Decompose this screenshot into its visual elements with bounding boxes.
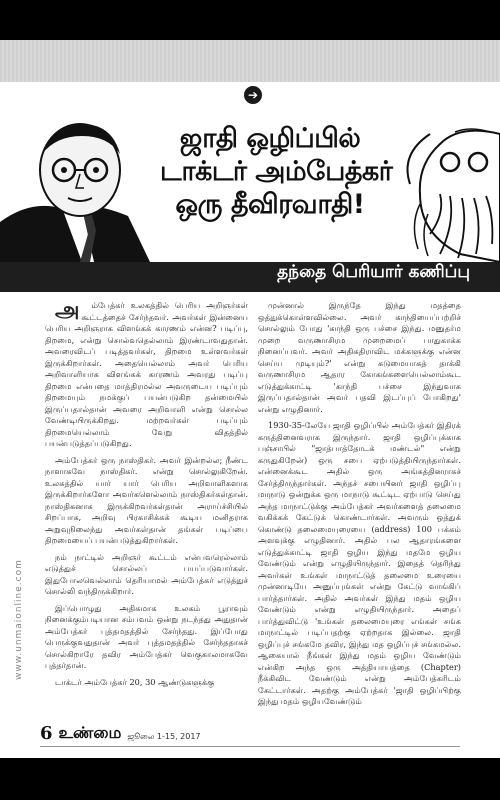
title-line: ஜாதி ஒழிப்பில் (179, 123, 361, 154)
paragraph: டாக்டர் அம்பேத்கர் 20, 30 ஆண்டுகளுக்கு (55, 676, 215, 687)
paragraph (45, 297, 248, 450)
article-title (160, 122, 393, 221)
paragraph: 1930-35-லேயே ஜாதி ஒழிப்பில் அம்பேத்கர் இதிரக் கருத்தினைவராக இருந்தார். ஜாதி ஒழிப்புக்காக பஞ்சாபில் "ஜாத்பாத்தோடக் மண்டல்" என்று கருதுகிறேன்) ஒரு சபை ஏற்படுத்தியிருந்தார்கள். என்னைக்கூட அதில் ஒரு அங்கத்தினராகச் சேர்த்திருந்தார்கள். அந்தச் சபையினர் ஜாதி ஒழிப்பு மாநாடு ஒன்றுக்க ஒரு மாநாடு கூட்டிட ஏற்பாடு செய்து அந்த மாநாட்டுக்கு அம்பேத்கர் அவர்களைத் தலைமை வகிக்கக் கேட்டுக் கொண்டார்கள். அவரும் ஒத்துக் கொண்டு தலைமையுரையை (address) 100 பக்கம் அளவுக்கு எழுதினார். அதில் பல ஆதாரங்களை எடுத்துக்காட்டி ஜாதி ஒழிய இந்து மதமே ஒழிய வேண்டும் என்று எழுதியிருந்தார். இதைத் தெரிந்து அவர்கள் உங்கள் மாநாட்டுத் தலைமை உரையை முன்னாடியே அனுப்புங்கள் என்று கேட்டு வாங்கிப் பார்த்தார்கள். அதில் அவர்கள் இந்து மதம் ஒழிய வேண்டும் என்று எழுதியிருந்தார். அதைப் பார்த்துவிட்டு 'உங்கள் தலைமையுரை எங்கள் சங்க மாநாட்டில் படிப்பதற்கு ஏற்றதாக இல்லை. ஜாதி ஒழிப்புச் சங்கமே தவிர, இந்து மத ஒழிப்புச் சங்கமல்ல. ஆகையால் நீங்கள் இந்து மதம் ஒழிய வேண்டும் என்கிற அந்த ஒரு அத்தியாயத்தை (Chapter) நீக்கிவிட வேண்டும் என்று அம்பேத்கரிடம் கேட்டார்கள். அதற்கு அம்பேத்கர் 'ஜாதி ஒழிப்பிற்கு இந்து மதம் ஒழியவேண்டும் (258, 420, 461, 706)
magazine-name: உண்மை (58, 723, 122, 742)
side-website-url: www.unmaionline.com (14, 559, 24, 680)
title-line: ஒரு தீவிரவாதி! (175, 189, 365, 220)
footer-rule (40, 746, 460, 747)
paragraph: அம்பேத்கர் ஒரு நாஸ்திகர். அவர் இன்றல்ல; நீண்ட நாளாகவே நாஸ்திகர். என்று சொல்லுகிறேன். உலகத்தில் யார் யார் பெரிய அறிவாளிகளாக இருக்கிறார்களோ அவர்களெல்லாம் நாஸ்திகர்கள்தான். நாஸ்திகனாக இருக்கிறவர்கள்தான் அராய்ச்சியில் சிறப்பாக, அறிவு பிரகாசிக்கக் கூடிய மனிதராக அறுவுநிலைந்து அவர்கள்தான் தங்கள் படிப்பை திறமையைப் பயன்படுத்துகிறார்கள். (45, 454, 248, 545)
arrow-right-icon: ➔ (244, 86, 262, 104)
periyar-portrait (408, 129, 500, 262)
paragraph: முன்னால் இருந்தே இந்து மதத்தை ஒத்துக்கொள்ளவில்லை. அவர் காந்தியைப்பற்றிச் சொல்லும் போது 'காந்தி ஒரு பச்சை இந்து. மனுதர்ம முறை வருணாசிரம முறைமைப் பாதுகாக்க நினைப்பவர். அவர் அதிகதிராவிட மக்களுக்கு என்ன செய்ய முடியும்?' என்று கடுமையாகத் தாக்கி வருணாசிரம ஆதார கோகங்களையெல்லாம்கூட எடுத்துக்காட்டி 'காந்தி பச்சை இந்துவாக இருப்பதால்தான் அவர் பதவி இடப்புப் போகிறது' என்று எழுதினார். (258, 300, 461, 414)
issue-date: ஜூலை 1-15, 2017 (127, 732, 201, 741)
left-column (45, 297, 248, 693)
article-subtitle: தந்தை பெரியார் கணிப்பு (277, 262, 470, 282)
bottom-black-border (0, 758, 500, 800)
header-texture-band (0, 40, 500, 82)
ambedkar-portrait (0, 124, 150, 262)
paragraph-text: ம்பேத்கர் உலகத்தில் பெரிய அறிஞர்கள் கூட்டத்தைச் சேர்ந்தவர். அவர்கள் இன்னைய பெரிய அறிஞராக விளங்கக் காரணம் என்ன? படிப்பு, திறமை, என்று சொல்வதெல்லாம் இரண்டாவதுதான். அவரைவிடப் படித்தவர்கள், திறமை உள்ளவர்கள் இருக்கிறார்கள். அதையெல்லாம் அவர் பெரிய அறிவாளியாக விளங்கக் காரணம் அவரது படிப்பு திறமை என்பதை மாத்திரமல்ல அவருடைய படிப்பும் திறமையும் நமக்குப் பயன்படுகிற தன்மையில் இருப்பதால்தான் அவரை அறிவாளி என்று சொல்ல வேண்டியிருக்கிறது. மற்றவர்கள் படிப்பும் திறமையெல்லாம் வேறு விதத்தில் பயன்படுத்தப்படுகிறது. (45, 300, 248, 448)
drop-cap: அ (55, 297, 80, 323)
page-footer (40, 722, 201, 744)
right-column (258, 300, 461, 713)
top-black-border (0, 0, 500, 40)
paragraph: நம் நாட்டில் அறிஞர் கூட்டம் என்பவரெல்லாம் எடுத்துச் சொல்லப் பயப்படுவார்கள். இதுபோலவெல்லாம் தெரியாமல் அம்பேத்கர் எடுத்துச் சொல்லி வந்திருக்கிறார். (45, 551, 248, 596)
title-line: டாக்டர் அம்பேத்கர் (160, 156, 393, 187)
paragraph: இப்பொழுது அதிகமாக உலகம் பூராவும் நினைக்கும்படியான சம்பவம் ஒன்று நடந்தது அதுதான் அம்பேத்கர் புத்தமதத்தில் சேர்ந்தது. இப்போது பெருக்குவதுதான் அவர் புத்தமதத்தில் சேர்ந்ததாகச் சொல்கிறாரே தவிர அம்பேத்கர் வெகுகாலமாகவே புத்தர்தான். (45, 602, 248, 670)
page-number: 6 (40, 723, 53, 744)
